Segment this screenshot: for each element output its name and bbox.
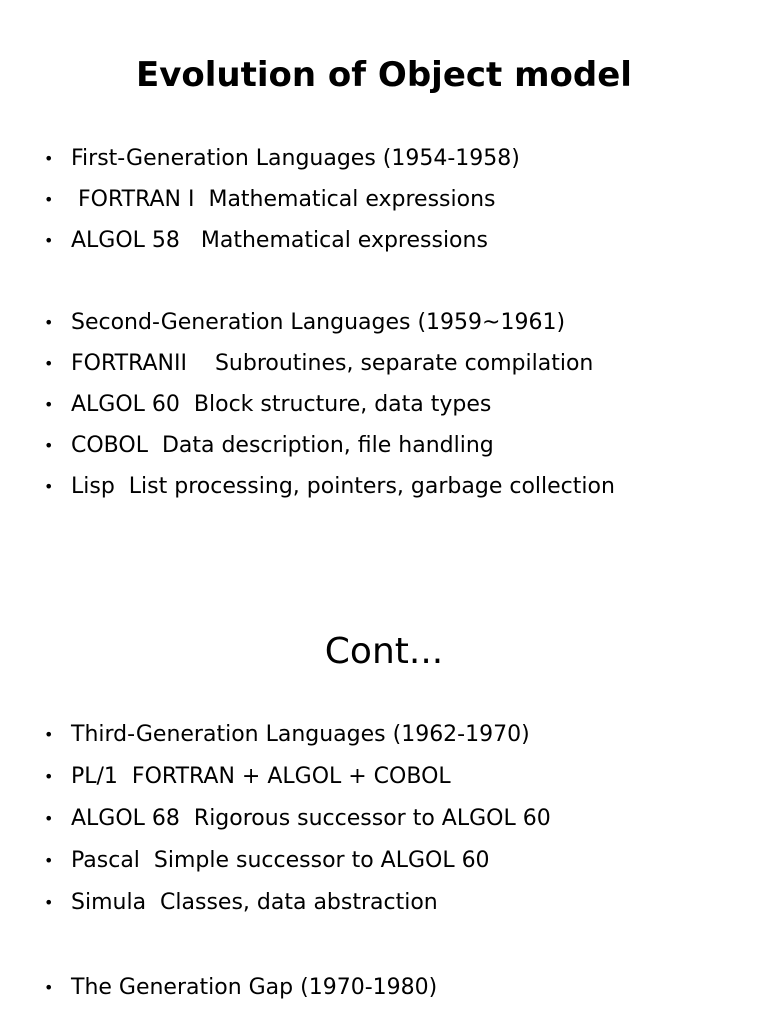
bullet-icon: • <box>44 851 54 870</box>
bullet-icon: • <box>44 395 54 414</box>
list-item-text: FORTRANII Subroutines, separate compilation <box>71 351 594 376</box>
bullet-icon: • <box>44 893 54 912</box>
bullet-icon: • <box>44 978 54 997</box>
list-item <box>44 302 760 343</box>
list-item <box>44 798 760 840</box>
list-item <box>44 756 760 798</box>
bullet-icon: • <box>44 725 54 744</box>
bullet-list-second <box>44 714 760 1009</box>
list-item-text: Lisp List processing, pointers, garbage collection <box>71 474 615 499</box>
list-item <box>44 220 760 261</box>
page-title: Evolution of Object model <box>136 55 632 95</box>
bullet-icon: • <box>44 149 54 168</box>
list-item <box>44 714 760 756</box>
bullet-icon: • <box>44 436 54 455</box>
list-item-text: First-Generation Languages (1954-1958) <box>71 146 520 171</box>
list-item-text: PL/1 FORTRAN + ALGOL + COBOL <box>71 764 451 789</box>
bullet-icon: • <box>44 809 54 828</box>
list-item-text: ALGOL 68 Rigorous successor to ALGOL 60 <box>71 806 551 831</box>
bullet-icon: • <box>44 477 54 496</box>
bullet-icon: • <box>44 190 54 209</box>
list-item <box>44 840 760 882</box>
bullet-icon: • <box>44 767 54 786</box>
list-item <box>44 882 760 924</box>
list-item-text: Pascal Simple successor to ALGOL 60 <box>71 848 490 873</box>
list-item-text: Second-Generation Languages (1959~1961) <box>71 310 566 335</box>
bullet-icon: • <box>44 354 54 373</box>
bullet-list-first <box>44 138 760 507</box>
list-item-text: The Generation Gap (1970-1980) <box>71 975 438 1000</box>
list-item <box>44 425 760 466</box>
list-item-text: ALGOL 60 Block structure, data types <box>71 392 492 417</box>
bullet-icon: • <box>44 313 54 332</box>
list-item-text: ALGOL 58 Mathematical expressions <box>71 228 488 253</box>
list-item <box>44 384 760 425</box>
list-item <box>44 343 760 384</box>
list-item-text: COBOL Data description, file handling <box>71 433 494 458</box>
list-item-text: Third-Generation Languages (1962-1970) <box>71 722 530 747</box>
bullet-icon: • <box>44 231 54 250</box>
section-title: Cont... <box>324 631 444 672</box>
list-item <box>44 967 760 1009</box>
list-item-text: Simula Classes, data abstraction <box>71 890 438 915</box>
list-item <box>44 466 760 507</box>
list-item <box>44 138 760 179</box>
list-item-text: FORTRAN I Mathematical expressions <box>71 187 496 212</box>
list-item <box>44 179 760 220</box>
